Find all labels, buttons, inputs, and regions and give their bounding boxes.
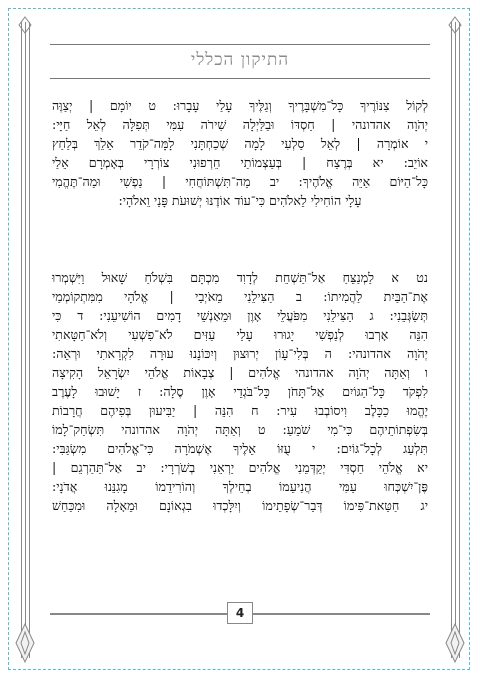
text-line: יְהֹוָה אהדונהי: ה בְּלִי־עָוֹן יְרוּצוּן וְיִכּוֹנָנוּ עוּרָה לִקְרָאתִי וּרְאֵה:	[52, 346, 428, 361]
text-line: לִפְקֹד כָּל־הַגּוֹיִם אַל־תָּחֹן כָּל־בֹּגְדֵי אָוֶן סֶלָה: ז יָשׁוּבוּ לָעֶרֶב	[52, 384, 428, 399]
psalm-59-paragraph	[52, 268, 428, 515]
right-column-border	[448, 22, 462, 658]
text-line: פֶּן־יִשְׁכְּחוּ עַמִּי הֲנִיעֵמוֹ בְחֵילְךָ וְהוֹרִידֵמוֹ מָגִנֵּנוּ אֲדֹנָי:	[52, 479, 428, 494]
text-line: יג חַטַּאת־פִּימוֹ דְּבַר־שְׂפָתֵימוֹ וְיִלָּכְדוּ בִגְאוֹנָם וּמֵאָלָה וּמִכַּחַשׁ	[52, 498, 428, 513]
text-line: כָּל־הַיּוֹם אַיֵּה אֱלֹהֶיךָ: יב מַה־תִּשְׁתּוֹחֲחִי | נַפְשִׁי וּמַה־תֶּהֱמִי	[52, 174, 428, 189]
page-title: התיקון הכללי	[190, 50, 290, 70]
text-line: תְּשַׂגְּבֵנִי: ג הַצִּילֵנִי מִפֹּעֲלֵי אָוֶן וּמֵאַנְשֵׁי דָמִים הוֹשִׁיעֵנִי: ד כִּי	[52, 308, 428, 323]
psalm-77-tail-paragraph	[52, 96, 428, 210]
corner-ornament-top-left	[14, 16, 36, 34]
corner-ornament-bottom-right	[444, 622, 466, 664]
header-bottom-rule	[50, 78, 430, 79]
text-line: יְהֹוָה אהדונהי | חַסְדּוֹ וּבַלַּיְלָה שִׁירֹה עִמִּי תְּפִלָּה לְאֵל חַיָּי:	[52, 117, 428, 132]
text-line: בְּשִׂפְתוֹתֵיהֶם כִּי־מִי שֹׁמֵעַ: ט וְאַתָּה יְהֹוָה אהדונהי תִּשְׂחַק־לָמוֹ	[52, 422, 428, 437]
text-line: לְקוֹל צִנּוֹרֶיךָ כָּל־מִשְׁבָּרֶיךָ וְגַלֶּיךָ עָלַי עָבָרוּ: ט יוֹמָם | יְצַוֶּה	[52, 98, 428, 113]
corner-ornament-top-right	[444, 16, 466, 34]
page-header	[50, 42, 430, 82]
text-line: ו וְאַתָּה יְהֹוָה אהדונהי אֱלֹהִים | צְבָאוֹת אֱלֹהֵי יִשְׂרָאֵל הָקִיצָה	[52, 365, 428, 380]
text-line: עָלָי הוֹחִילִי לֵאלֹהִים כִּי־עוֹד אוֹדֶנּוּ יְשׁוּעֹת פָּנַי וֵאלֹהָי:	[118, 193, 362, 208]
text-line: אֶת־הַבַּיִת לַהֲמִיתוֹ: ב הַצִּילֵנִי מֵאֹיְבַי | אֱלֹהָי מִמִּתְקוֹמְמַי	[52, 289, 428, 304]
text-line: נט א לַמְנַצֵּחַ אַל־תַּשְׁחֵת לְדָוִד מִכְתָּם בִּשְׁלֹחַ שָׁאוּל וַיִּשְׁמְרוּ	[52, 270, 428, 285]
page-number: 4	[227, 602, 253, 624]
text-line: אוֹיֵב: יא בְּרֶצַח | בְּעַצְמוֹתַי חֵרְפוּנִי צוֹרְרָי בְּאָמְרָם אֵלַי	[52, 155, 428, 170]
text-line: יא אֱלֹהֵי חַסְדִּי יְקַדְּמֵנִי אֱלֹהִים יַרְאֵנִי בְשֹׁרְרָי: יב אַל־תַּהַרְגֵם |	[52, 460, 428, 475]
header-top-rule	[50, 44, 430, 45]
left-column-border	[18, 22, 32, 658]
text-line: יֶהֱמוּ כַכָּלֶב וִיסוֹבְבוּ עִיר: ח הִנֵּה | יַבִּיעוּן בְּפִיהֶם חֲרָבוֹת	[52, 403, 428, 418]
text-line: תִּלְעַג לְכָל־גּוֹיִם: י עֻזּוֹ אֵלֶיךָ אֶשְׁמֹרָה כִּי־אֱלֹהִים מִשְׂגַּבִּי:	[52, 441, 428, 456]
text-line: הִנֵּה אָרְבוּ לְנַפְשִׁי יָגוּרוּ עָלַי עַזִּים לֹא־פִשְׁעִי וְלֹא־חַטָּאתִי	[52, 327, 428, 342]
corner-ornament-bottom-left	[14, 622, 36, 664]
text-line: י אוֹמְרָה | לְאֵל סַלְעִי לָמָה שְׁכַחְתָּנִי לָמָּה־קֹדֵר אֵלֵךְ בְּלַחַץ	[52, 136, 428, 151]
page-footer	[50, 600, 430, 626]
